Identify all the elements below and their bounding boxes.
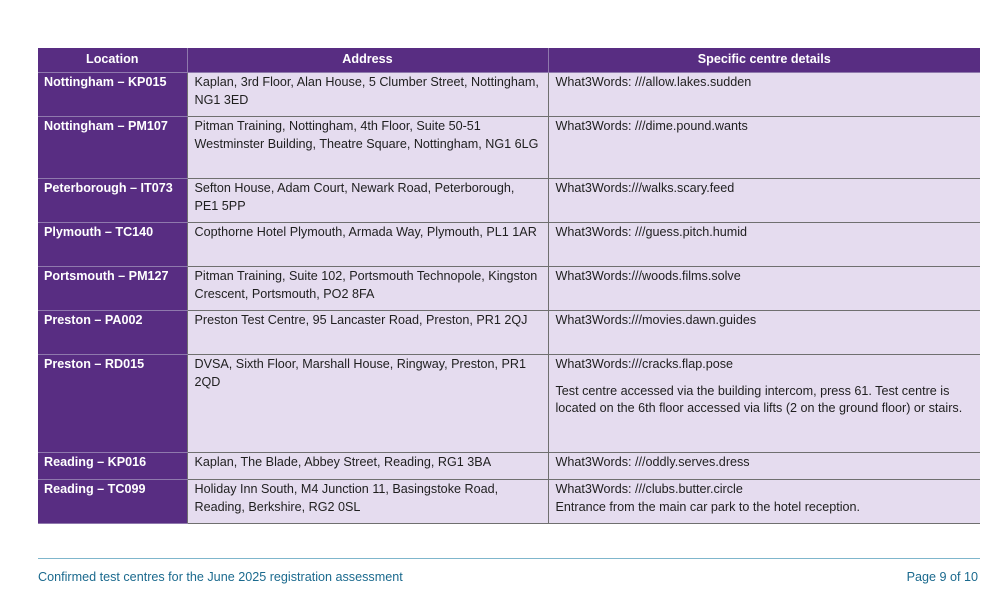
- location-cell: Nottingham – PM107: [38, 117, 187, 179]
- location-cell: Portsmouth – PM127: [38, 267, 187, 311]
- details-cell: [548, 267, 980, 311]
- table-row: [38, 453, 980, 480]
- details-cell: [548, 117, 980, 179]
- access-note: Test centre accessed via the building intercom, press 61. Test centre is located on the 6th floor accessed via lifts (2 on the ground floor) or stairs.: [555, 383, 963, 415]
- table-row: [38, 267, 980, 311]
- what3words-text: What3Words: ///guess.pitch.humid: [555, 225, 748, 239]
- details-cell: [548, 480, 980, 524]
- table-row: [38, 223, 980, 267]
- location-cell: Preston – RD015: [38, 355, 187, 453]
- column-header-details: Specific centre details: [548, 48, 980, 73]
- table-row: [38, 480, 980, 524]
- address-cell: Pitman Training, Suite 102, Portsmouth Technopole, Kingston Crescent, Portsmouth, PO2 8FA: [187, 267, 548, 311]
- address-cell: Copthorne Hotel Plymouth, Armada Way, Plymouth, PL1 1AR: [187, 223, 548, 267]
- what3words-text: What3Words: ///allow.lakes.sudden: [555, 75, 752, 89]
- entrance-note: Entrance from the main car park to the hotel reception.: [555, 499, 861, 514]
- address-cell: Kaplan, 3rd Floor, Alan House, 5 Clumber Street, Nottingham, NG1 3ED: [187, 73, 548, 117]
- table-row: [38, 73, 980, 117]
- location-cell: Peterborough – IT073: [38, 179, 187, 223]
- address-cell: Preston Test Centre, 95 Lancaster Road, Preston, PR1 2QJ: [187, 311, 548, 355]
- what3words-text: What3Words:///cracks.flap.pose: [555, 357, 734, 371]
- location-cell: Reading – KP016: [38, 453, 187, 480]
- details-cell: [548, 453, 980, 480]
- address-cell: Pitman Training, Nottingham, 4th Floor, Suite 50-51 Westminster Building, Theatre Square, Nottingham, NG1 6LG: [187, 117, 548, 179]
- location-cell: Preston – PA002: [38, 311, 187, 355]
- footer-divider: [38, 558, 980, 559]
- details-cell: [548, 179, 980, 223]
- address-cell: Sefton House, Adam Court, Newark Road, Peterborough, PE1 5PP: [187, 179, 548, 223]
- test-centres-table-container: [38, 48, 980, 524]
- details-cell: [548, 355, 980, 453]
- what3words-text: What3Words:///woods.films.solve: [555, 269, 741, 283]
- test-centres-table: [38, 48, 980, 524]
- location-cell: Nottingham – KP015: [38, 73, 187, 117]
- footer-document-title: Confirmed test centres for the June 2025 registration assessment: [38, 570, 403, 584]
- location-cell: Plymouth – TC140: [38, 223, 187, 267]
- table-row: [38, 117, 980, 179]
- address-cell: DVSA, Sixth Floor, Marshall House, Ringway, Preston, PR1 2QD: [187, 355, 548, 453]
- table-row: [38, 311, 980, 355]
- what3words-text: What3Words:///movies.dawn.guides: [555, 313, 757, 327]
- what3words-text: What3Words: ///oddly.serves.dress: [555, 455, 750, 469]
- table-header-row: [38, 48, 980, 73]
- what3words-text: What3Words: ///clubs.butter.circle: [555, 482, 743, 496]
- details-cell: [548, 311, 980, 355]
- column-header-address: Address: [187, 48, 548, 73]
- table-row: [38, 179, 980, 223]
- footer-page-number: Page 9 of 10: [906, 570, 978, 584]
- location-cell: Reading – TC099: [38, 480, 187, 524]
- address-cell: Kaplan, The Blade, Abbey Street, Reading, RG1 3BA: [187, 453, 548, 480]
- what3words-text: What3Words:///walks.scary.feed: [555, 181, 735, 195]
- what3words-text: What3Words: ///dime.pound.wants: [555, 119, 748, 133]
- details-cell: [548, 73, 980, 117]
- column-header-location: Location: [38, 48, 187, 73]
- details-cell: [548, 223, 980, 267]
- address-cell: Holiday Inn South, M4 Junction 11, Basingstoke Road, Reading, Berkshire, RG2 0SL: [187, 480, 548, 524]
- table-row: [38, 355, 980, 453]
